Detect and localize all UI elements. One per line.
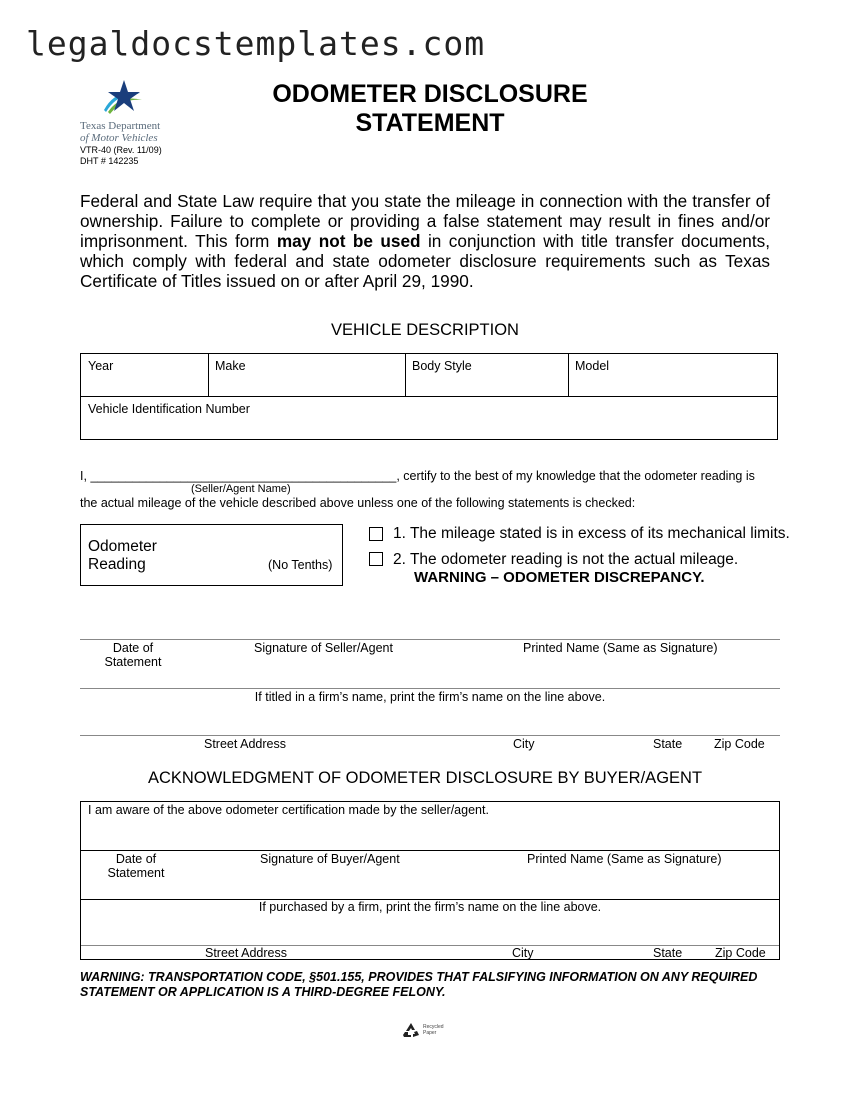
recycle-icon [402, 1022, 420, 1038]
recycled-paper-text [423, 1024, 444, 1036]
body-style-field[interactable]: Body Style [412, 359, 472, 373]
buyer-printed-name-label: Printed Name (Same as Signature) [527, 852, 722, 866]
certify-prefix: I, [80, 469, 87, 483]
certify-suffix: , certify to the best of my knowledge that the odometer reading is [396, 469, 755, 483]
vehicle-description-heading: VEHICLE DESCRIPTION [331, 321, 519, 339]
seller-name-blank[interactable]: ____________________________________________ [90, 469, 397, 483]
buyer-signature-line[interactable] [81, 850, 779, 851]
page-title [260, 80, 600, 138]
form-id [80, 145, 162, 167]
seller-firm-line[interactable] [80, 688, 780, 689]
mechanical-limits-checkbox[interactable] [369, 527, 383, 541]
title-line2: STATEMENT [355, 109, 505, 137]
certify-line2: the actual mileage of the vehicle described above unless one of the following statements is checked: [80, 496, 636, 510]
recycled-paper-mark [402, 1022, 444, 1038]
recycled-line2: Paper [423, 1030, 437, 1036]
felony-warning: WARNING: TRANSPORTATION CODE, §501.155, PROVIDES THAT FALSIFYING INFORMATION ON ANY REQUIRED STATEMENT OR APPLICATION IS A THIRD-DEGREE FELONY. [80, 970, 758, 999]
agency-name-line1: Texas Department [80, 120, 161, 132]
buyer-state-label: State [653, 946, 683, 960]
seller-date-line2: Statement [104, 655, 162, 669]
seller-signature-label: Signature of Seller/Agent [254, 641, 393, 655]
vehicle-table [80, 353, 778, 440]
seller-state-label: State [653, 737, 683, 751]
buyer-date-label [96, 852, 176, 880]
seller-name-caption: (Seller/Agent Name) [191, 483, 291, 495]
year-field[interactable]: Year [88, 359, 114, 373]
odometer-label-line2: Reading [88, 556, 146, 573]
buyer-aware-text: I am aware of the above odometer certification made by the seller/agent. [88, 803, 489, 817]
buyer-city-label: City [512, 946, 534, 960]
title-line1: ODOMETER DISCLOSURE [272, 80, 588, 108]
buyer-signature-label: Signature of Buyer/Agent [260, 852, 400, 866]
statement-2: 2. The odometer reading is not the actual mileage. [393, 551, 739, 568]
buyer-zip-label: Zip Code [715, 946, 766, 960]
buyer-firm-note: If purchased by a firm, print the firm’s name on the line above. [258, 900, 602, 914]
no-tenths-note: (No Tenths) [268, 558, 333, 572]
seller-date-line1: Date of [112, 641, 154, 655]
agency-name-line2: of Motor Vehicles [80, 132, 158, 144]
seller-street-label: Street Address [204, 737, 286, 751]
buyer-street-label: Street Address [205, 946, 287, 960]
seller-city-label: City [513, 737, 535, 751]
buyer-date-line2: Statement [107, 866, 165, 880]
vin-field[interactable]: Vehicle Identification Number [88, 402, 250, 416]
odometer-label-line1: Odometer [88, 538, 157, 555]
intro-part2: in conjunction with title transfer documents, which comply with federal and state odometer disclosure requirements such as Texas Certificate of Titles issued on or after April 29, 1990. [80, 231, 771, 291]
seller-zip-label: Zip Code [714, 737, 765, 751]
seller-address-line[interactable] [80, 735, 780, 736]
buyer-table [80, 801, 780, 960]
watermark: legaldocstemplates.com [26, 24, 486, 63]
buyer-acknowledgment-heading: ACKNOWLEDGMENT OF ODOMETER DISCLOSURE BY BUYER/AGENT [147, 769, 703, 787]
certify-line1 [80, 469, 755, 483]
not-actual-mileage-checkbox[interactable] [369, 552, 383, 566]
seller-signature-line[interactable] [80, 639, 780, 640]
seller-firm-note: If titled in a firm’s name, print the firm’s name on the line above. [254, 690, 606, 704]
seller-date-label [93, 641, 173, 669]
odometer-label [88, 538, 157, 574]
model-field[interactable]: Model [575, 359, 610, 373]
odometer-discrepancy-warning: WARNING – ODOMETER DISCREPANCY. [414, 569, 705, 586]
intro-bold: may not be used [276, 231, 421, 251]
statement-1: 1. The mileage stated is in excess of its mechanical limits. [393, 525, 790, 542]
odometer-reading-box[interactable] [80, 524, 343, 586]
star-logo-icon [102, 80, 146, 120]
recycled-line1: Recycled [423, 1024, 444, 1030]
form-number: VTR-40 (Rev. 11/09) [80, 145, 162, 155]
seller-printed-name-label: Printed Name (Same as Signature) [523, 641, 718, 655]
intro-part1: Federal and State Law require that you state the mileage in connection with the transfer of ownership. Failure to complete or providing a false statement may result in fines and/or imprisonment. This form [80, 191, 770, 251]
dht-number: DHT # 142235 [80, 156, 139, 166]
txdmv-logo [80, 80, 180, 144]
intro-paragraph [80, 191, 770, 291]
buyer-date-line1: Date of [115, 852, 157, 866]
make-field[interactable]: Make [215, 359, 246, 373]
